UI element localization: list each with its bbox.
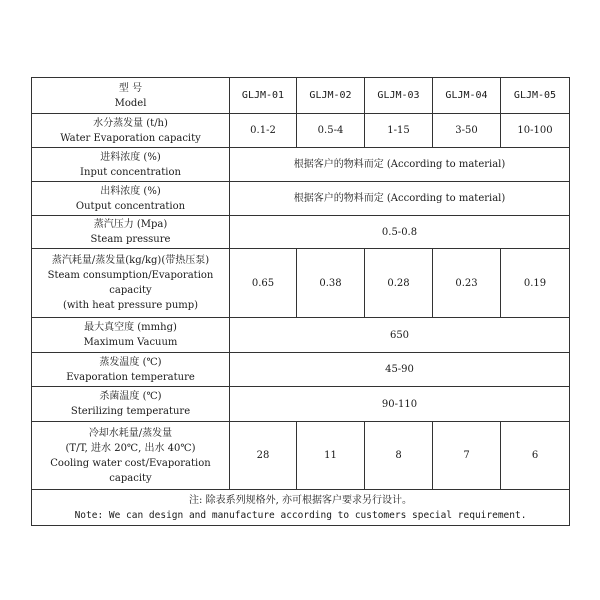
table-cell: 8 xyxy=(365,422,433,490)
model-name: GLJM-05 xyxy=(501,78,570,114)
table-row-model xyxy=(32,78,570,114)
row-label-en: Evaporation temperature xyxy=(66,371,195,383)
note-en: Note: We can design and manufacture according to customers special requirement. xyxy=(74,509,527,521)
row-label-cn: 出料浓度 (%) xyxy=(100,185,161,197)
model-label xyxy=(32,78,230,114)
row-label-en: (with heat pressure pump) xyxy=(62,300,199,311)
row-label-en: Maximum Vacuum xyxy=(83,337,178,348)
row-label xyxy=(32,182,230,216)
table-cell: 1-15 xyxy=(365,114,433,148)
note-cell xyxy=(32,490,570,526)
row-label-cn: 蒸发温度 (℃) xyxy=(99,356,162,368)
table-row-sterilizing-temperature xyxy=(32,387,570,422)
merged-value-cell: 0.5-0.8 xyxy=(230,216,570,249)
row-label-cn: 水分蒸发量 (t/h) xyxy=(93,117,168,129)
table-cell: 0.1-2 xyxy=(230,114,297,148)
row-label-cn: (T/T, 进水 20℃, 出水 40℃) xyxy=(65,442,196,454)
table-cell: 0.19 xyxy=(501,249,570,318)
model-label-en: Model xyxy=(114,97,147,109)
table-cell: 28 xyxy=(230,422,297,490)
table-row-evaporation-capacity xyxy=(32,114,570,148)
row-label-en: Steam consumption/Evaporation xyxy=(47,270,214,281)
table-cell: 3-50 xyxy=(433,114,501,148)
model-label-cn: 型 号 xyxy=(118,82,143,94)
table-row-input-concentration xyxy=(32,148,570,182)
table-row-steam-pressure xyxy=(32,216,570,249)
model-name: GLJM-01 xyxy=(230,78,297,114)
row-label-en: capacity xyxy=(109,472,152,484)
table-cell: 7 xyxy=(433,422,501,490)
table-row-evaporation-temperature xyxy=(32,353,570,387)
table-row-output-concentration xyxy=(32,182,570,216)
row-label-cn: 进料浓度 (%) xyxy=(100,151,161,163)
row-label xyxy=(32,249,230,318)
row-label-en: Sterilizing temperature xyxy=(70,406,191,417)
spec-table xyxy=(31,77,570,526)
row-label-en: capacity xyxy=(109,285,152,296)
note-cn: 注: 除表系列规格外, 亦可根据客户要求另行设计。 xyxy=(189,494,412,506)
row-label xyxy=(32,216,230,249)
table-row-note xyxy=(32,490,570,526)
table-row-cooling-water xyxy=(32,422,570,490)
model-name: GLJM-03 xyxy=(365,78,433,114)
row-label xyxy=(32,387,230,422)
row-label-cn: 冷却水耗量/蒸发量 xyxy=(88,427,173,439)
row-label xyxy=(32,318,230,353)
table-cell: 11 xyxy=(297,422,365,490)
merged-value-cell: 90-110 xyxy=(230,387,570,422)
row-label-cn: 蒸汽耗量/蒸发量(kg/kg)(带热压泵) xyxy=(51,255,210,266)
table-cell: 0.5-4 xyxy=(297,114,365,148)
row-label xyxy=(32,353,230,387)
model-name: GLJM-02 xyxy=(297,78,365,114)
row-label xyxy=(32,422,230,490)
merged-value-cell: 根据客户的物料而定 (According to material) xyxy=(230,182,570,216)
table-cell: 10-100 xyxy=(501,114,570,148)
row-label-cn: 最大真空度 (mmhg) xyxy=(84,322,177,333)
table-cell: 6 xyxy=(501,422,570,490)
row-label-cn: 蒸汽压力 (Mpa) xyxy=(93,219,168,230)
table-row-max-vacuum xyxy=(32,318,570,353)
row-label-en: Output concentration xyxy=(75,200,186,212)
merged-value-cell: 650 xyxy=(230,318,570,353)
model-name: GLJM-04 xyxy=(433,78,501,114)
row-label-en: Steam pressure xyxy=(90,234,171,245)
table-cell: 0.65 xyxy=(230,249,297,318)
row-label-en: Cooling water cost/Evaporation xyxy=(50,457,211,469)
row-label-cn: 杀菌温度 (℃) xyxy=(99,391,162,402)
table-cell: 0.38 xyxy=(297,249,365,318)
merged-value-cell: 45-90 xyxy=(230,353,570,387)
merged-value-cell: 根据客户的物料而定 (According to material) xyxy=(230,148,570,182)
row-label xyxy=(32,148,230,182)
table-row-steam-consumption xyxy=(32,249,570,318)
row-label xyxy=(32,114,230,148)
row-label-en: Water Evaporation capacity xyxy=(60,132,201,144)
table-cell: 0.23 xyxy=(433,249,501,318)
table-cell: 0.28 xyxy=(365,249,433,318)
row-label-en: Input concentration xyxy=(80,166,181,178)
